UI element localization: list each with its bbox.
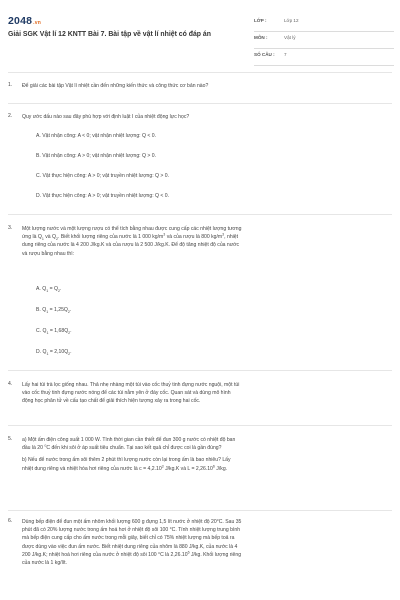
separator — [8, 425, 392, 426]
subscript: 1 — [46, 289, 49, 294]
meta-value: Lớp 12 — [284, 18, 299, 23]
question-number: 6. — [8, 518, 13, 524]
superscript: 6 — [212, 463, 215, 468]
text-run: và của rượu là 800 kg/m — [165, 234, 223, 241]
meta-label: LỚP : — [254, 18, 267, 23]
subscript: 1 — [46, 352, 49, 357]
text-run: ứng là Q — [22, 234, 42, 241]
question-text-line: b) Nếu để nước trong ấm sôi thêm 2 phút thì lượng nước còn lại trong ấm là bao nhiêu? Lấy — [22, 457, 231, 464]
answer-option: C. Vật thực hiện công: A > 0; vật truyền nhiệt lượng: Q > 0. — [36, 173, 170, 179]
text-run: . — [69, 307, 72, 313]
text-run: , nhiệt — [224, 234, 239, 241]
question-6 — [22, 518, 382, 567]
site-logo[interactable] — [8, 15, 41, 27]
question-number: 2. — [8, 113, 13, 119]
subscript: 2 — [68, 331, 71, 336]
question-text-line: của nước là 1 kg/lít. — [22, 560, 67, 567]
separator — [8, 510, 392, 511]
question-text-line — [22, 551, 382, 559]
separator — [8, 72, 392, 73]
question-text-line — [22, 465, 382, 473]
text-run: đầu là 20 — [22, 445, 45, 452]
question-text-line: Lấy hai túi trà lọc giống nhau. Thả nhẹ nhàng một túi vào cốc thuỷ tinh đựng nước nguội, một túi — [22, 382, 240, 388]
text-run: . Biết khối lượng riêng của nước là 1 000 kg/m — [58, 234, 164, 241]
answer-option — [36, 286, 61, 292]
answer-option: A. Vật nhận công: A < 0; vật nhận nhiệt lượng: Q < 0. — [36, 133, 157, 139]
logo-text: 2048 — [8, 15, 33, 27]
document-title: Giải SGK Vật lí 12 KNTT Bài 7. Bài tập về vật lí nhiệt có đáp án — [8, 31, 211, 38]
text-run: B. Q — [36, 307, 47, 313]
text-run: C đến khi sôi ở áp suất tiêu chuẩn. Tại sao kết quả chỉ được coi là gần đúng? — [46, 445, 222, 452]
meta-value: 7 — [284, 52, 287, 57]
superscript: 6 — [187, 550, 190, 555]
superscript: 3 — [161, 463, 164, 468]
subscript: 2 — [68, 352, 71, 357]
question-text-line: Một lượng nước và một lượng rượu có thể tích bằng nhau được cung cấp các nhiệt lượng tương — [22, 226, 242, 232]
subscript: 2 — [67, 310, 70, 315]
question-text-line — [22, 444, 382, 452]
text-run: 200 J/kg.K; nhiệt hoá hơi riêng của nước ở nhiệt độ sôi 100 °C là 2,26.10 — [22, 551, 188, 558]
superscript: 3 — [163, 232, 166, 237]
question-text-line: a) Một ấm điện công suất 1 000 W. Tính thời gian cần thiết để đun 300 g nước có nhiệt độ ban — [22, 437, 236, 443]
superscript: o — [44, 443, 47, 448]
subscript: 2 — [56, 237, 59, 242]
question-3 — [22, 225, 382, 258]
meta-panel — [254, 15, 394, 66]
answer-option — [36, 328, 72, 334]
question-number: 1. — [8, 82, 13, 88]
question-number: 3. — [8, 225, 13, 231]
question-text-line: dung riêng của nước là 4 200 J/kg.K và của rượu là 2 500 J/kg.K. Để độ tăng nhiệt độ của nước — [22, 242, 240, 249]
text-run: C. Q — [36, 328, 47, 334]
question-text-line: mà bếp điện cung cấp cho ấm nước trong mỗi giây, biết chỉ có 75% nhiệt lượng mà bếp toả ra — [22, 535, 235, 542]
separator — [8, 103, 392, 104]
text-run: J/kg. Khối lượng riêng — [189, 551, 242, 558]
question-text-line: vào cốc thuỷ tinh đựng nước nóng để các túi nằm yên ở đáy cốc. Quan sát và dùng mô hình — [22, 390, 231, 397]
text-run: = 1,68Q — [48, 328, 69, 334]
question-number: 4. — [8, 381, 13, 387]
question-text-line: Dùng bếp điện để đun một ấm nhôm khối lượng 600 g đựng 1,5 lít nước ở nhiệt độ 20°C. Sau 35 — [22, 519, 242, 525]
subscript: 2 — [57, 289, 60, 294]
answer-option: D. Vật thực hiện công: A > 0; vật truyền nhiệt lượng: Q < 0. — [36, 193, 170, 199]
question-text: Để giải các bài tập Vật lí nhiệt cần đến những kiến thức và công thức cơ bản nào? — [22, 83, 209, 89]
answer-option: B. Vật nhận công: A > 0; vật nhận nhiệt lượng: Q > 0. — [36, 153, 157, 159]
meta-value: Vật lý — [284, 35, 296, 40]
text-run: D. Q — [36, 349, 47, 355]
question-4 — [22, 381, 382, 406]
question-text: Quy ước dấu nào sau đây phù hợp với định luật I của nhiệt động lực học? — [22, 114, 190, 120]
question-text-line: và rượu bằng nhau thì: — [22, 250, 75, 257]
question-text-line: động học phân tử về cấu tạo chất để giải thích hiện tượng xảy ra trong hai cốc. — [22, 398, 201, 405]
text-run: . — [70, 328, 72, 334]
text-run: . — [70, 349, 72, 355]
text-run: J/kg. — [214, 465, 228, 472]
page-header — [0, 0, 400, 56]
question-text-line: phút đã có 20% lượng nước trong ấm hoá hơi ở nhiệt độ sôi 100 °C. Tính nhiệt lượng trung bình — [22, 527, 241, 534]
text-run: = 2,10Q — [48, 349, 69, 355]
text-run: và Q — [43, 234, 57, 241]
text-run: = Q — [48, 286, 58, 292]
separator — [8, 214, 392, 215]
subscript: 1 — [41, 237, 44, 242]
question-number: 5. — [8, 436, 13, 442]
question-text-line — [22, 233, 382, 241]
answer-option — [36, 307, 71, 313]
question-1 — [22, 82, 382, 90]
answer-option — [36, 349, 72, 355]
meta-row-subject — [254, 32, 394, 49]
subscript: 1 — [46, 331, 49, 336]
superscript: 3 — [222, 232, 225, 237]
subscript: 1 — [46, 310, 49, 315]
text-run: = 1,25Q — [48, 307, 68, 313]
meta-row-count — [254, 49, 394, 66]
separator — [8, 370, 392, 371]
text-run: J/kg.K và L = 2,26.10 — [163, 465, 213, 472]
meta-row-class — [254, 15, 394, 32]
meta-label: SỐ CÂU : — [254, 52, 275, 57]
question-5 — [22, 436, 382, 473]
question-2 — [22, 113, 382, 121]
logo-suffix: .vn — [33, 20, 41, 26]
meta-label: MÔN : — [254, 35, 268, 40]
question-text-line: được dùng vào việc đun ấm nước. Biết nhiệt dung riêng của nhôm là 880 J/kg.K, của nước là 4 — [22, 543, 238, 550]
text-run: A. Q — [36, 286, 47, 292]
text-run: . — [59, 286, 62, 292]
text-run: nhiệt dung riêng và nhiệt hóa hơi riêng của nước là c = 4,2.10 — [22, 465, 162, 472]
